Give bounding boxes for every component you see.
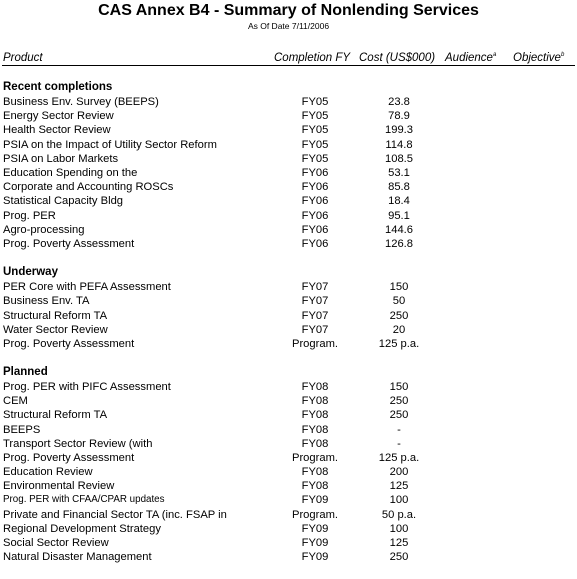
cell-product: Structural Reform TA bbox=[3, 409, 108, 422]
cell-cost: 125 p.a. bbox=[378, 451, 420, 464]
page-title: CAS Annex B4 - Summary of Nonlending Services bbox=[98, 2, 479, 19]
table-row bbox=[0, 337, 577, 351]
table-row bbox=[0, 522, 577, 536]
cell-cost: 95.1 bbox=[388, 209, 410, 222]
cell-cost: 50 p.a. bbox=[381, 508, 417, 521]
cell-completion-fy: FY06 bbox=[301, 223, 329, 236]
cell-cost: 114.8 bbox=[385, 138, 413, 151]
cell-product: Education Review bbox=[3, 466, 93, 479]
cell-product: Prog. Poverty Assessment bbox=[3, 338, 135, 350]
cell-completion-fy: FY07 bbox=[301, 281, 329, 293]
cell-product: PSIA on Labor Markets bbox=[3, 152, 119, 165]
cell-product: Structural Reform TA bbox=[3, 309, 108, 322]
table-row bbox=[0, 451, 577, 465]
cell-completion-fy: FY08 bbox=[301, 437, 329, 450]
cell-product: CEM bbox=[3, 395, 28, 408]
cell-product: Prog. Poverty Assessment bbox=[3, 238, 135, 250]
section-heading: Recent completions bbox=[3, 81, 113, 93]
cell-cost: 200 bbox=[389, 466, 409, 479]
cell-completion-fy: FY09 bbox=[301, 551, 329, 564]
cell-completion-fy: FY06 bbox=[301, 181, 329, 194]
cell-product: Regional Development Strategy bbox=[3, 522, 161, 535]
table-row bbox=[0, 423, 577, 437]
cell-cost: 125 p.a. bbox=[378, 338, 420, 350]
cell-product: Transport Sector Review (with bbox=[3, 437, 153, 450]
cell-product: Business Env. Survey (BEEPS) bbox=[3, 96, 159, 108]
cell-completion-fy: FY06 bbox=[301, 238, 329, 250]
cell-completion-fy: FY09 bbox=[301, 522, 329, 535]
cell-product: Environmental Review bbox=[3, 480, 115, 493]
table-row bbox=[0, 408, 577, 422]
section-heading: Underway bbox=[3, 266, 58, 278]
cell-completion-fy: FY08 bbox=[301, 395, 329, 408]
cell-cost: 125 bbox=[389, 536, 409, 549]
cell-product: Prog. Poverty Assessment bbox=[3, 451, 135, 464]
table-row bbox=[0, 280, 577, 294]
cell-completion-fy: Program. bbox=[291, 451, 338, 464]
cell-product: Education Spending on the bbox=[3, 167, 138, 179]
cell-completion-fy: FY05 bbox=[301, 152, 329, 165]
cell-cost: 250 bbox=[389, 309, 409, 322]
footnote-marker-b: b bbox=[560, 52, 565, 59]
cell-product: BEEPS bbox=[3, 423, 41, 436]
table-row bbox=[0, 152, 577, 166]
cell-product: Private and Financial Sector TA (inc. FSAP in bbox=[3, 508, 227, 521]
cell-completion-fy: FY05 bbox=[301, 110, 329, 123]
cell-cost: 150 bbox=[389, 381, 409, 393]
table-row bbox=[0, 180, 577, 194]
column-header-audience: Audience$^a$ bbox=[445, 52, 497, 64]
cell-cost: 18.4 bbox=[388, 195, 410, 208]
cell-cost: 100 bbox=[389, 494, 409, 507]
table-row bbox=[0, 209, 577, 223]
table-row bbox=[0, 394, 577, 408]
cell-cost: 100 bbox=[389, 522, 409, 535]
cell-product: Prog. PER with PIFC Assessment bbox=[3, 381, 171, 393]
cell-cost: - bbox=[397, 437, 401, 450]
cell-cost: 53.1 bbox=[388, 167, 410, 179]
table-row bbox=[0, 550, 577, 564]
cell-cost: 250 bbox=[389, 551, 409, 564]
cell-product: PER Core with PEFA Assessment bbox=[3, 281, 171, 293]
table-header bbox=[0, 51, 577, 65]
table-row bbox=[0, 323, 577, 337]
column-header-objective: Objective$^b$ bbox=[513, 52, 565, 64]
cell-cost: - bbox=[397, 423, 401, 436]
table-row bbox=[0, 465, 577, 479]
table-row bbox=[0, 166, 577, 180]
table-row bbox=[0, 309, 577, 323]
table-row bbox=[0, 294, 577, 308]
table-row bbox=[0, 123, 577, 137]
table-row bbox=[0, 380, 577, 394]
table-row bbox=[0, 508, 577, 522]
cell-cost: 199.3 bbox=[385, 124, 413, 137]
section-heading: Planned bbox=[3, 366, 48, 378]
cell-completion-fy: FY05 bbox=[301, 124, 329, 137]
cell-completion-fy: FY08 bbox=[301, 381, 329, 393]
table-row bbox=[0, 479, 577, 493]
cell-completion-fy: FY07 bbox=[301, 309, 329, 322]
cell-product: Energy Sector Review bbox=[3, 110, 114, 123]
footnote-marker-a: a bbox=[492, 52, 497, 59]
cell-completion-fy: FY09 bbox=[301, 536, 329, 549]
cell-product: Agro-processing bbox=[3, 223, 85, 236]
cell-completion-fy: FY06 bbox=[301, 167, 329, 179]
cell-completion-fy: FY08 bbox=[301, 480, 329, 493]
cell-completion-fy: FY07 bbox=[301, 323, 329, 336]
header-rule bbox=[2, 65, 575, 66]
table-row bbox=[0, 138, 577, 152]
column-header-product: Product bbox=[3, 52, 43, 64]
cell-cost: 78.9 bbox=[388, 110, 410, 123]
cell-completion-fy: FY08 bbox=[301, 423, 329, 436]
cell-completion-fy: FY06 bbox=[301, 195, 329, 208]
cell-product: Social Sector Review bbox=[3, 536, 109, 549]
cell-completion-fy: FY08 bbox=[301, 409, 329, 422]
cell-completion-fy: FY06 bbox=[301, 209, 329, 222]
cell-product: PSIA on the Impact of Utility Sector Reform bbox=[3, 138, 217, 151]
cell-product: Natural Disaster Management bbox=[3, 551, 152, 564]
cell-cost: 250 bbox=[389, 409, 409, 422]
cell-completion-fy: FY07 bbox=[301, 295, 329, 308]
cell-product: Business Env. TA bbox=[3, 295, 90, 308]
cell-cost: 150 bbox=[389, 281, 409, 293]
cell-cost: 23.8 bbox=[388, 96, 410, 108]
cell-completion-fy: FY05 bbox=[301, 138, 329, 151]
cell-cost: 50 bbox=[392, 295, 406, 308]
cell-product: Prog. PER bbox=[3, 209, 56, 222]
table-row bbox=[0, 223, 577, 237]
cell-cost: 20 bbox=[392, 323, 406, 336]
cell-cost: 126.8 bbox=[385, 238, 413, 250]
cell-cost: 125 bbox=[389, 480, 409, 493]
cell-completion-fy: FY08 bbox=[301, 466, 329, 479]
as-of-date: As Of Date 7/11/2006 bbox=[247, 21, 330, 31]
cell-cost: 108.5 bbox=[385, 152, 413, 165]
table-row bbox=[0, 536, 577, 550]
cell-completion-fy: FY05 bbox=[301, 96, 329, 108]
column-header-completion-fy: Completion FY bbox=[274, 52, 351, 64]
column-header-cost: Cost (US$000) bbox=[359, 52, 436, 64]
cell-cost: 250 bbox=[389, 395, 409, 408]
table-row bbox=[0, 109, 577, 123]
cell-product: Health Sector Review bbox=[3, 124, 111, 137]
table-row bbox=[0, 95, 577, 109]
cell-product: Statistical Capacity Bldg bbox=[3, 195, 124, 208]
table-row bbox=[0, 237, 577, 251]
cell-cost: 85.8 bbox=[388, 181, 410, 194]
table-row bbox=[0, 437, 577, 451]
cell-cost: 144.6 bbox=[385, 223, 413, 236]
cell-completion-fy: Program. bbox=[291, 508, 338, 521]
table-row bbox=[0, 194, 577, 208]
cell-product: Water Sector Review bbox=[3, 323, 108, 336]
table-row bbox=[0, 493, 577, 507]
cell-product: Corporate and Accounting ROSCs bbox=[3, 181, 174, 194]
cell-product: Prog. PER with CFAA/CPAR updates bbox=[3, 494, 165, 506]
cell-completion-fy: FY09 bbox=[301, 494, 329, 507]
cell-completion-fy: Program. bbox=[291, 338, 338, 350]
